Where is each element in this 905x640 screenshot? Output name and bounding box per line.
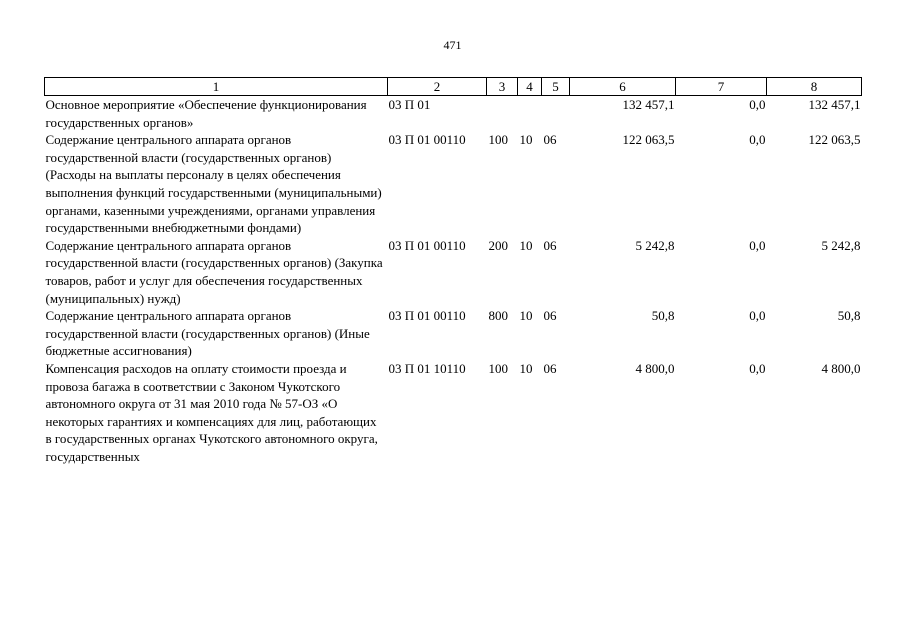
- amount-column-6: 50,8: [651, 308, 675, 324]
- target-article-code: 03 П 01: [388, 97, 431, 112]
- amount-column-7: 0,0: [749, 132, 766, 148]
- section-code: 10: [519, 132, 533, 148]
- table-row: [45, 307, 862, 360]
- column-header: 2: [388, 78, 487, 96]
- amount-column-7: 0,0: [749, 237, 766, 253]
- amount-column-6: 132 457,1: [622, 97, 675, 112]
- amount-column-6: 5 242,8: [635, 237, 675, 253]
- target-article-code: 03 П 01 00110: [388, 132, 466, 148]
- column-header: 1: [45, 78, 388, 96]
- amount-column-6: 122 063,5: [622, 132, 675, 148]
- subsection-code: 06: [543, 308, 557, 324]
- expense-type-code: 100: [488, 360, 508, 376]
- expense-type-code: 100: [488, 132, 508, 148]
- column-header: 3: [487, 78, 518, 96]
- expense-type-code: 800: [488, 308, 508, 324]
- amount-column-7: 0,0: [749, 360, 766, 376]
- expense-name: Основное мероприятие «Обеспечение функционирования государственных органов»: [45, 97, 367, 130]
- expense-name: Содержание центрального аппарата органов государственной власти (государственных органов) (Иные бюджетные ассигнования): [45, 308, 370, 359]
- table-header-row: [45, 78, 862, 96]
- table-row: [45, 237, 862, 307]
- section-code: 10: [519, 237, 533, 253]
- expense-type-code: 200: [488, 237, 508, 253]
- section-code: [518, 96, 542, 132]
- amount-column-8: 50,8: [837, 308, 861, 324]
- section-code: 10: [519, 308, 533, 324]
- target-article-code: 03 П 01 10110: [388, 360, 466, 376]
- budget-table: [44, 77, 862, 465]
- section-code: 10: [519, 360, 533, 376]
- subsection-code: [542, 96, 570, 132]
- target-article-code: 03 П 01 00110: [388, 308, 466, 324]
- amount-column-8: 132 457,1: [808, 97, 861, 112]
- subsection-code: 06: [543, 360, 557, 376]
- expense-type-code: [487, 96, 518, 132]
- amount-column-8: 4 800,0: [821, 360, 861, 376]
- page-number: 471: [443, 38, 462, 52]
- subsection-code: 06: [543, 237, 557, 253]
- table-row: [45, 131, 862, 237]
- amount-column-7: 0,0: [749, 97, 766, 112]
- amount-column-6: 4 800,0: [635, 360, 675, 376]
- column-header: 6: [570, 78, 676, 96]
- column-header: 7: [676, 78, 767, 96]
- amount-column-8: 122 063,5: [808, 132, 861, 148]
- column-header: 4: [518, 78, 542, 96]
- expense-name: Компенсация расходов на оплату стоимости проезда и провоза багажа в соответствии с Законом Чукотского автономного округа от 31 мая 2010 года № 57-ОЗ «О некоторых гарантиях и компенсациях для лиц, работающих в государственных органах Чукотского автономного округа, государственных: [45, 360, 378, 464]
- amount-column-8: 5 242,8: [821, 237, 861, 253]
- subsection-code: 06: [543, 132, 557, 148]
- amount-column-7: 0,0: [749, 308, 766, 324]
- column-header: 8: [767, 78, 862, 96]
- expense-name: Содержание центрального аппарата органов государственной власти (государственных органов) (Расходы на выплаты персоналу в целях обеспечения выполнения функций государственными (муниципальными) органами, казенными учреждениями, органами управления государственными внебюджетными фондами): [45, 132, 382, 236]
- target-article-code: 03 П 01 00110: [388, 237, 466, 253]
- expense-name: Содержание центрального аппарата органов государственной власти (государственных органов) (Закупка товаров, работ и услуг для обеспечения государственных (муниципальных) нужд): [45, 237, 383, 306]
- table-row: [45, 360, 862, 466]
- table-row: [45, 96, 862, 132]
- column-header: 5: [542, 78, 570, 96]
